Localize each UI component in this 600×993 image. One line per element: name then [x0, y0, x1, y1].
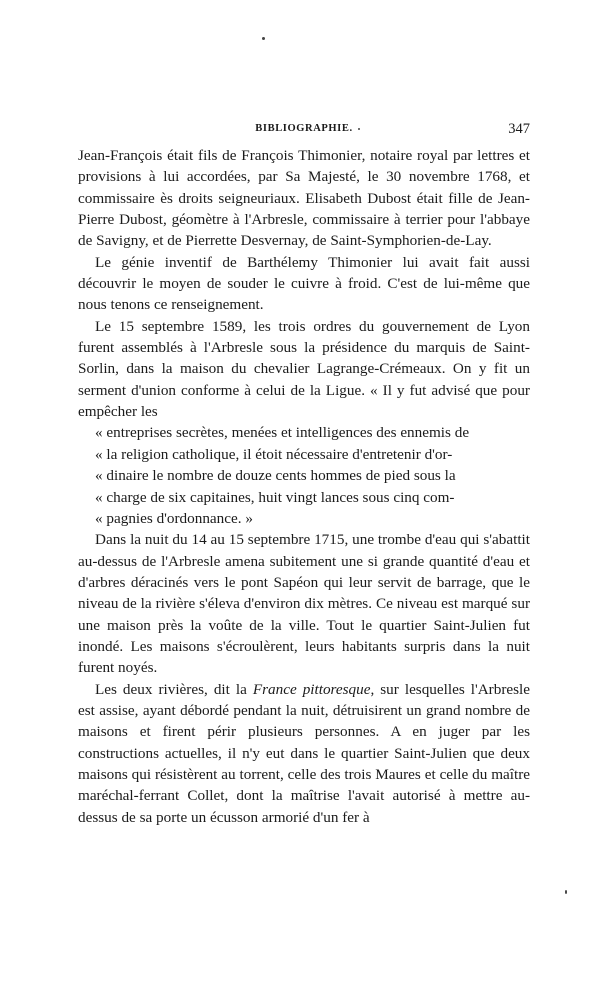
quote-line: « entreprises secrètes, menées et intelligences des ennemis de	[95, 424, 470, 442]
running-title: BIBLIOGRAPHIE.	[255, 123, 353, 134]
quote-line: « charge de six capitaines, huit vingt lances sous cinq com-	[95, 488, 455, 506]
book-title: France pittoresque	[252, 680, 371, 698]
page-number: 347	[508, 121, 530, 137]
paragraph: Dans la nuit du 14 au 15 septembre 1715, une trombe d'eau qui s'abattit au-dessus de l'Arbresle amena subitement une si grande quantité d'eau et d'arbres déracinés vers le pont Sapéon qui leur servit de barrage, que le niveau de la rivière s'éleva d'environ dix mètres. Ce niveau est marqué sur une maison près la voûte de la ville. Tout le quartier Saint-Julien fut inondé. Les maisons s'écroulèrent, leurs habitants surpris dans la nuit furent noyés.	[78, 531, 530, 677]
paragraph-text: , sur lesquelles l'Arbresle est assise, ayant débordé pendant la nuit, détruisirent un grand nombre de maisons et firent périr plusieurs personnes. A en juger par les constructions actuelles, il n'y eut dans le quartier Saint-Julien que deux maisons qui résistèrent au torrent, celle des trois Maures et celle du maître maréchal-ferrant Collet, dont la maîtrise l'avait autorisé à mettre au-dessus de sa porte un écusson armorié d'un fer à	[78, 680, 530, 826]
paragraph	[78, 679, 530, 828]
quote-line: « la religion catholique, il étoit nécessaire d'entretenir d'or-	[95, 445, 453, 463]
paragraph	[78, 316, 530, 529]
body-text	[78, 145, 530, 828]
paragraph: Le génie inventif de Barthélemy Thimonier lui avait fait aussi découvrir le moyen de souder le cuivre à froid. C'est de lui-même que nous tenons ce renseignement.	[78, 253, 530, 314]
running-head	[78, 123, 530, 139]
paragraph-text: Les deux rivières, dit la	[95, 680, 253, 698]
paragraph: Jean-François était fils de François Thimonier, notaire royal par lettres et provisions à lui accordées, par Sa Majesté, le 30 novembre 1768, et commissaire ès droits seigneuriaux. Elisabeth Dubost était fille de Jean-Pierre Dubost, géomètre à l'Arbresle, commissaire à terrier pour l'abbaye de Savigny, et de Pierrette Desvernay, de Saint-Symphorien-de-Lay.	[78, 147, 530, 250]
quote-line: « dinaire le nombre de douze cents hommes de pied sous la	[95, 467, 456, 485]
paragraph-text: Le 15 septembre 1589, les trois ordres du gouvernement de Lyon furent assemblés à l'Arbresle sous la présidence du marquis de Saint-Sorlin, dans la maison du chevalier Lagrange-Crémeaux. On y fit un serment d'union conforme à celui de la Ligue. « Il y fut advisé que pour empêcher les	[78, 317, 530, 421]
quote-line: « pagnies d'ordonnance. »	[95, 509, 253, 527]
ink-speck	[262, 37, 265, 40]
ink-speck	[565, 890, 567, 894]
